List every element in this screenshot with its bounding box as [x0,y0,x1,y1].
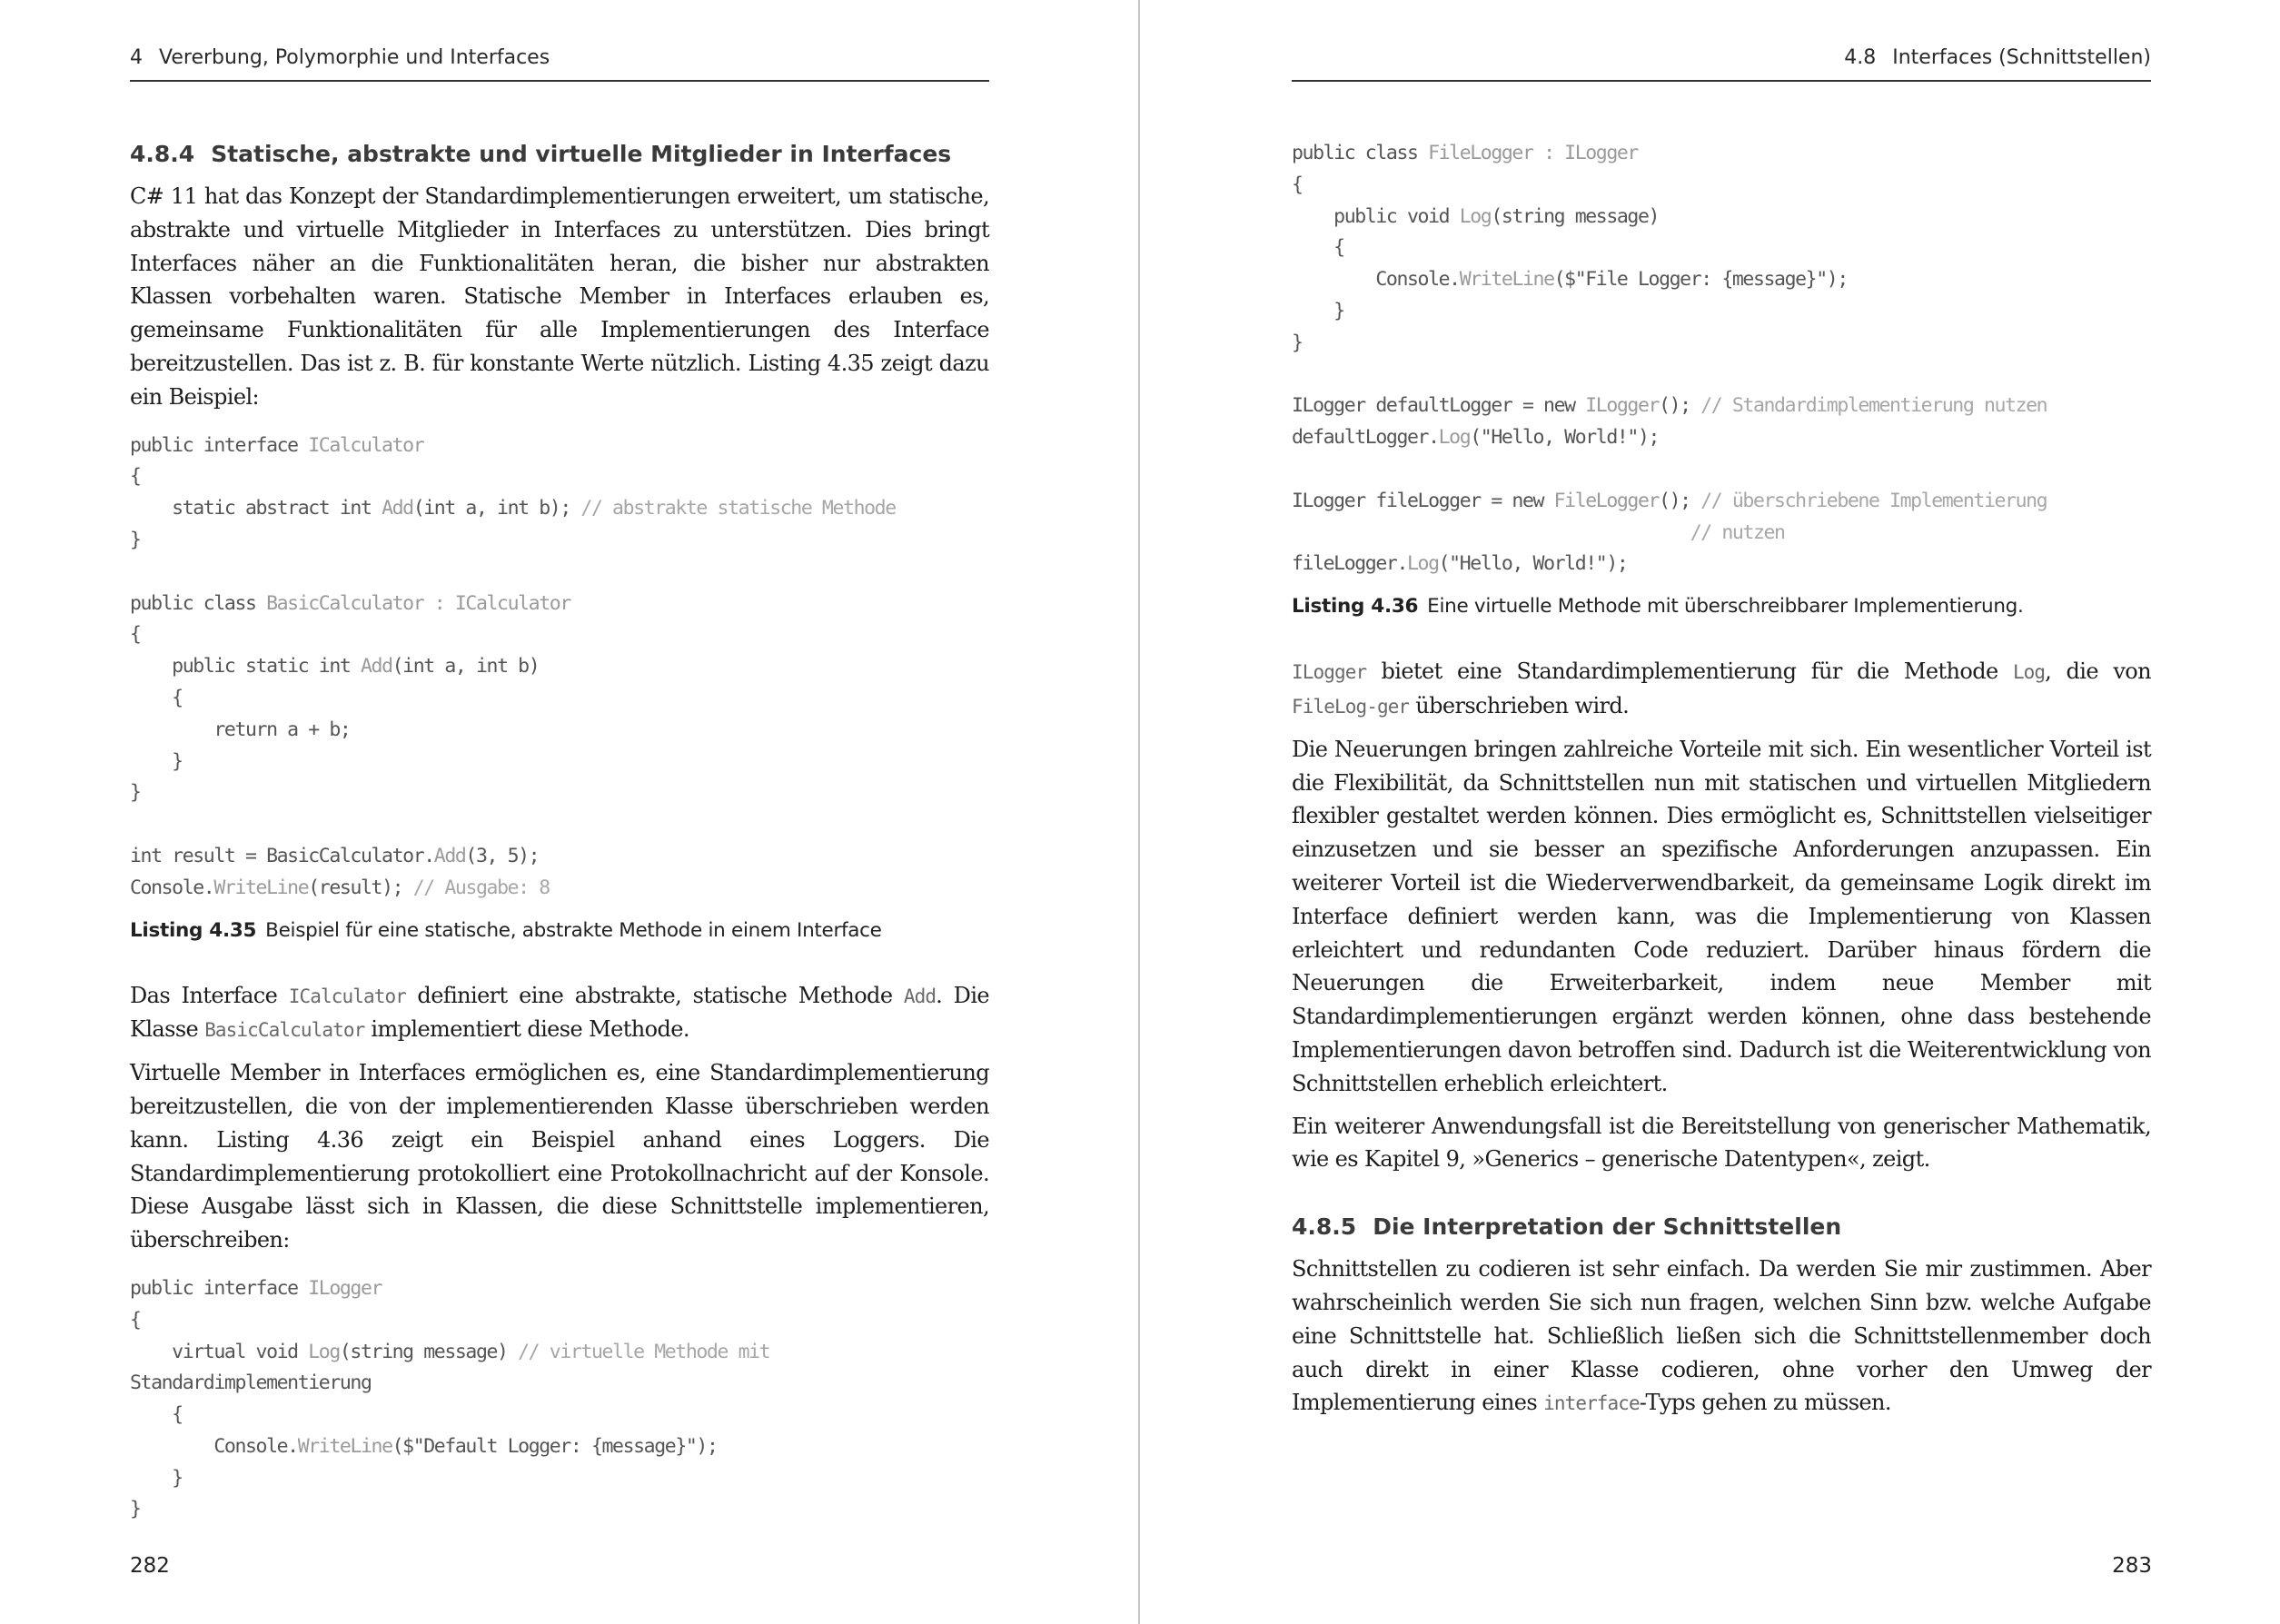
code-line [1292,490,2047,512]
code-token: { [130,686,183,709]
text-run: bietet eine Standardimplementierung für die Methode [1366,659,2013,685]
code-line [130,592,570,615]
code-comment: // virtuelle Methode mit [518,1340,770,1363]
listing-text: Eine virtuelle Methode mit überschreibbarer Implementierung. [1427,595,2024,619]
paragraph [130,979,989,1048]
chapter-title: Vererbung, Polymorphie und Interfaces [159,46,550,69]
code-token: Console. [130,1434,298,1458]
code-listing [130,431,989,905]
code-line [1292,426,1659,449]
text-run: -Typs gehen zu müssen. [1639,1390,1891,1416]
code-comment: // Ausgabe: 8 [412,876,550,899]
code-token: Log [308,1340,340,1363]
code-line [130,718,350,741]
inline-code: interface [1543,1392,1640,1415]
paragraph [1292,655,2151,724]
inline-code: Log [2012,661,2046,684]
code-token: } [130,781,141,805]
code-token: FileLogger [1553,489,1660,512]
code-token: Console. [1292,268,1460,292]
code-line [130,465,141,488]
code-line [1292,205,1659,228]
section-heading [1292,1211,2151,1243]
listing-label: Listing 4.36 [1292,595,1419,619]
text-run: implementiert diese Methode. [364,1016,689,1043]
right-page [1141,0,2280,1624]
section-title: Interfaces (Schnittstellen) [1892,46,2151,69]
code-line [1292,394,2047,417]
code-comment: // abstrakte statische Methode [580,497,896,520]
code-token: WriteLine [213,876,309,899]
code-line [1292,552,1627,575]
code-token: ILogger [1585,394,1660,418]
code-line [130,1498,141,1520]
section-title: Statische, abstrakte und virtuelle Mitglieder in Interfaces [211,141,952,167]
code-token: WriteLine [297,1434,392,1458]
inline-code: FileLog-ger [1292,695,1410,718]
running-header [1292,45,2151,82]
code-token: int result = BasicCalculator. [130,844,434,867]
code-token: Add [433,844,466,867]
listing-caption [1292,593,2151,620]
code-token: (string message) [1491,204,1660,228]
code-token: ($"Default Logger: {message}"); [392,1434,718,1458]
text-run: überschrieben wird. [1409,692,1630,718]
code-token: BasicCalculator : ICalculator [266,591,570,615]
code-line [130,845,539,867]
paragraph: C# 11 hat das Konzept der Standardimplementierungen erweitert, um statische, abstrakte und virtuelle Mitglieder in Interfaces zu unterstützen. Dies bringt Interfaces näher an die Funktionalitäten heran, die bisher nur abstrakten Klassen vorbehalten waren. Statische Member in Interfaces erlauben es, gemeinsame Funktionalitäten für alle Implementierungen des Interface bereitzustellen. Das ist z. B. für konstante Werte nützlich. Listing 4.35 zeigt dazu ein Beispiel: [130,183,989,410]
code-line [130,876,550,899]
code-token: { [130,465,141,489]
code-line [130,750,183,773]
code-token: fileLogger. [1292,552,1407,576]
code-token: defaultLogger. [1292,426,1439,450]
code-token: } [130,1466,183,1490]
code-line [130,1403,183,1426]
code-token: public interface [130,1276,309,1300]
code-token: FileLogger : ILogger [1428,142,1638,164]
code-token: virtual void [130,1340,309,1363]
paragraph: Virtuelle Member in Interfaces ermöglichen es, eine Standardimplementierung bereitzustellen, die von der implementierenden Klasse überschrieben werden kann. Listing 4.36 zeigt ein Beispiel anhand eines Loggers. Die Standardimplementierung protokolliert eine Protokollnachricht auf der Konsole. Diese Ausgabe lässt sich in Klassen, die diese Schnittstelle implementieren, überschreiben: [130,1060,989,1253]
code-token: ("Hello, World!"); [1438,552,1628,576]
code-token: (); [1659,489,1701,512]
code-token: Log [1459,204,1492,228]
section-number: 4.8 [1844,46,1877,69]
code-line [130,781,141,804]
code-token: (); [1659,394,1701,418]
code-token: (result); [308,876,413,899]
code-token: public interface [130,433,309,457]
running-header [130,45,989,82]
code-token: public static int [130,655,361,678]
code-line [130,497,896,520]
code-comment: // Standardimplementierung nutzen [1700,394,2047,418]
code-line [130,687,183,709]
code-token: Add [382,497,413,520]
code-line [130,1277,382,1300]
code-token: static abstract int [130,497,382,520]
code-line [130,655,539,678]
paragraph: Ein weiterer Anwendungsfall ist die Bereitstellung von generischer Mathematik, wie es Kapitel 9, »Generics – generische Datentypen«, zeigt. [1292,1113,2151,1173]
inline-code: ILogger [1292,661,1367,684]
code-line [130,1371,372,1394]
code-token: (int a, int b); [412,497,581,520]
code-line [1292,142,1638,164]
code-token: ILogger fileLogger = new [1292,489,1554,512]
code-token: ICalculator [308,433,424,457]
code-token: Log [1407,552,1439,576]
section-title: Die Interpretation der Schnittstellen [1373,1213,1842,1241]
code-token: { [1292,173,1303,196]
section-number: 4.8.5 [1292,1213,1357,1241]
code-token: Log [1438,426,1471,450]
code-token: (3, 5); [465,844,540,867]
page-content [1292,138,2151,1430]
listing-label: Listing 4.35 [130,918,257,942]
paragraph [1292,1253,2151,1421]
code-line [1292,332,1303,354]
page-number: 283 [2112,1554,2152,1578]
code-token: public void [1292,204,1460,228]
page-content [130,138,989,1539]
code-token: Console. [130,876,214,899]
left-page [0,0,1139,1624]
code-token: { [130,1308,141,1332]
code-comment: // nutzen [1690,520,1785,544]
code-listing [1292,138,2151,580]
code-token: WriteLine [1459,268,1554,292]
code-token: ILogger [308,1276,382,1300]
code-token: } [1292,331,1303,354]
code-token: Add [360,655,392,678]
code-token: public class [1292,142,1429,164]
code-token: { [130,1403,183,1427]
code-token: { [130,623,141,647]
code-line [1292,521,1785,544]
code-line [130,623,141,646]
inline-code: ICalculator [288,985,406,1007]
page-number: 282 [130,1554,170,1578]
code-line [130,1467,183,1490]
code-token: public class [130,591,267,615]
code-token: return a + b; [130,718,351,741]
code-token: ($"File Logger: {message}"); [1553,268,1848,292]
code-line [130,1309,141,1332]
code-token: ILogger defaultLogger = new [1292,394,1586,418]
section-heading [130,138,989,171]
code-line [1292,268,1848,291]
section-number: 4.8.4 [130,141,195,167]
paragraph: Die Neuerungen bringen zahlreiche Vorteile mit sich. Ein wesentlicher Vorteil ist die Flexibilität, da Schnittstellen nun mit statischen und virtuellen Mitgliedern flexibler gestaltet werden können. Dies ermöglicht es, Schnittstellen vielseitiger einzusetzen und sie besser an spezifische Anforderungen anzupassen. Ein weiterer Vorteil ist die Wiederverwendbarkeit, da gemeinsame Logik direkt im Interface definiert werden kann, was die Implementierung von Klassen erleichtert und redundanten Code reduziert. Darüber hinaus fördern die Neuerungen die Erweiterbarkeit, indem neue Member mit Standardimplementierungen ergänzt werden können, ohne dass bestehende Implementierungen davon betroffen sind. Dadurch ist die Weiterentwicklung von Schnittstellen erheblich erleichtert. [1292,736,2151,1096]
code-line [130,529,141,551]
code-token: ("Hello, World!"); [1470,426,1660,450]
code-token: { [1292,236,1344,260]
text-run: Schnittstellen zu codieren ist sehr einfach. Da werden Sie mir zustimmen. Aber wahrscheinlich werden Sie sich nun fragen, welchen Sinn bzw. welche Aufgabe eine Schnittstelle hat. Schließlich ließen sich die Schnittstellenmember doch auch direkt in einer Klasse codieren, ohne vorher den Umweg der Implementierung eines [1292,1256,2151,1416]
code-token: } [1292,299,1344,322]
code-line [130,1435,718,1458]
code-listing [130,1273,989,1526]
code-line [1292,173,1303,196]
code-line [130,1341,769,1363]
code-line [130,434,423,457]
code-line [1292,236,1344,259]
code-token: (int a, int b) [392,655,540,678]
code-token: (string message) [339,1340,519,1363]
text-run: , die von [2045,659,2151,685]
code-token: } [130,528,141,551]
listing-caption [130,917,989,945]
inline-code: BasicCalculator [204,1019,365,1042]
chapter-number: 4 [130,46,143,69]
code-token: } [130,1498,141,1521]
text-run: definiert eine abstrakte, statische Methode [405,982,904,1008]
code-line [1292,300,1344,322]
code-token: } [130,749,183,773]
code-token [1292,521,1690,544]
inline-code: Add [903,985,937,1007]
text-run: . Die Klasse [130,982,989,1043]
code-comment: // überschriebene Implementierung [1700,489,2047,512]
text-run: Das Interface [130,982,289,1008]
code-token: Standardimplementierung [130,1371,372,1395]
listing-text: Beispiel für eine statische, abstrakte Methode in einem Interface [265,918,882,942]
